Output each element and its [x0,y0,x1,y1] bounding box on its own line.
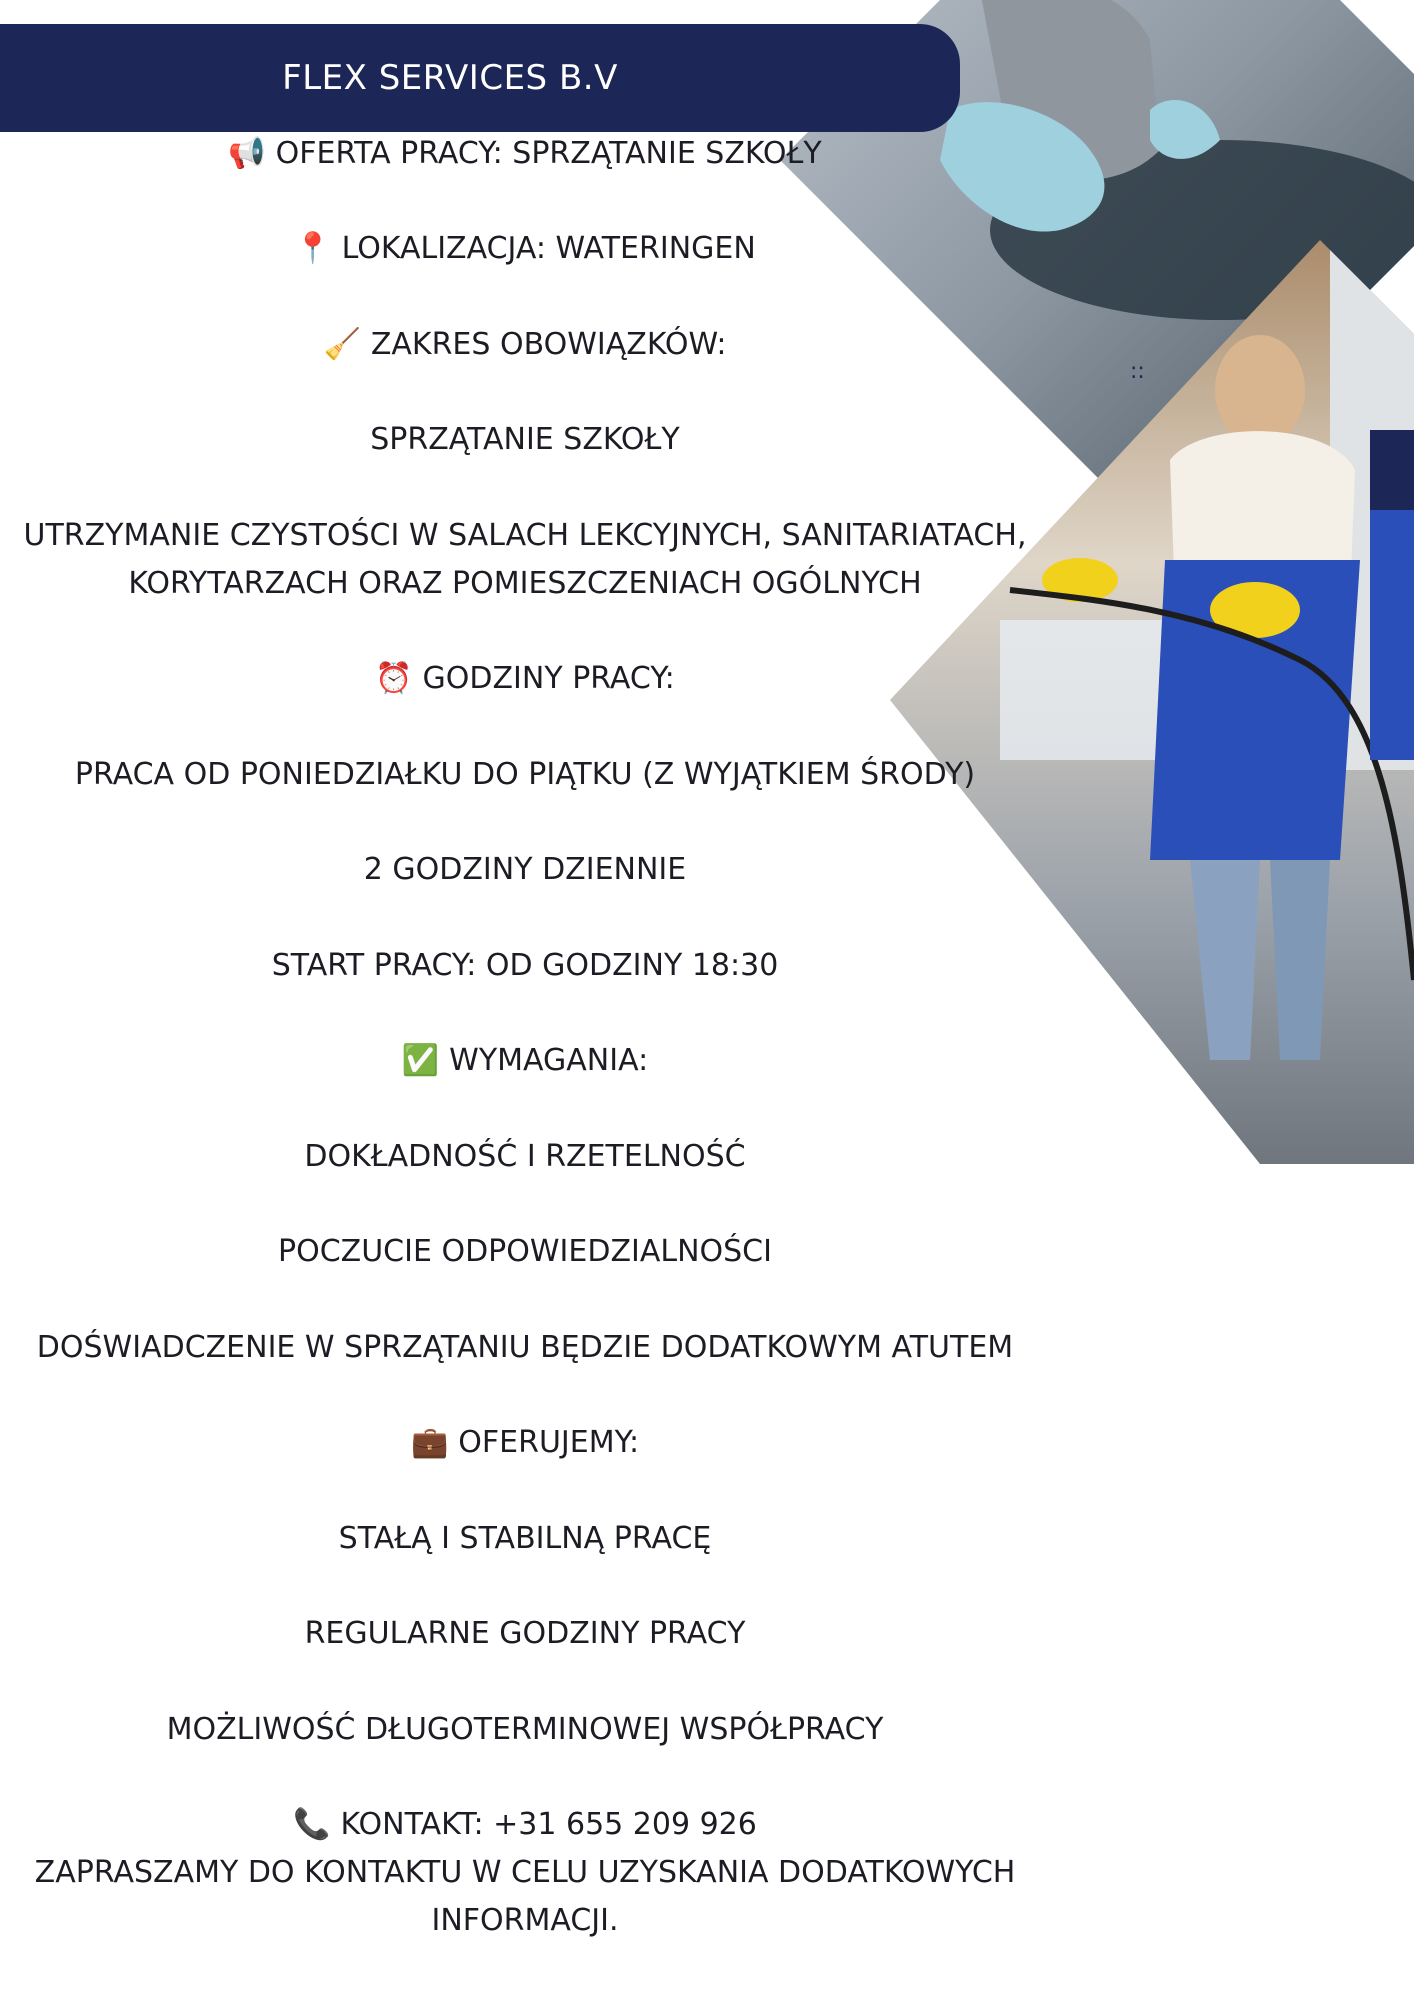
round-pushpin-icon: 📍 [294,231,332,266]
requirements-heading-line [0,1037,1050,1085]
duties-heading: ZAKRES OBOWIĄZKÓW: [370,327,727,362]
requirement-item: POCZUCIE ODPOWIEDZIALNOŚCI [278,1234,772,1269]
duty-item: KORYTARZACH ORAZ POMIESZCZENIACH OGÓLNYCH [128,566,922,601]
requirement-item: DOŚWIADCZENIE W SPRZĄTANIU BĘDZIE DODATKOWYM ATUTEM [36,1330,1014,1365]
duty-item: SPRZĄTANIE SZKOŁY [370,422,680,457]
benefits-heading: OFERUJEMY: [458,1425,640,1460]
requirement-item: DOKŁADNOŚĆ I RZETELNOŚĆ [304,1139,746,1174]
hours-heading-line [0,655,1050,703]
benefits-heading-line [0,1419,1050,1467]
dot-accent: :: [1130,359,1145,384]
check-mark-icon: ✅ [401,1043,440,1078]
brand-name: FLEX SERVICES B.V [282,58,618,98]
contact-note: INFORMACJI. [431,1903,619,1938]
contact-line [0,1801,1050,1849]
contact-phone[interactable]: KONTAKT: +31 655 209 926 [340,1807,757,1842]
benefit-item: MOŻLIWOŚĆ DŁUGOTERMINOWEJ WSPÓŁPRACY [166,1712,884,1747]
telephone-icon: 📞 [293,1807,331,1842]
contact-note: ZAPRASZAMY DO KONTAKTU W CELU UZYSKANIA DODATKOWYCH [34,1855,1016,1890]
location-label: LOKALIZACJA: WATERINGEN [341,231,756,266]
requirements-heading: WYMAGANIA: [449,1043,649,1078]
hours-item: PRACA OD PONIEDZIAŁKU DO PIĄTKU (Z WYJĄTKIEM ŚRODY) [74,757,976,792]
alarm-clock-icon: ⏰ [375,661,413,696]
briefcase-icon: 💼 [410,1425,449,1460]
duties-heading-line [0,321,1050,369]
hours-item: 2 GODZINY DZIENNIE [363,852,687,887]
megaphone-icon: 📢 [228,136,266,171]
offer-title: OFERTA PRACY: SPRZĄTANIE SZKOŁY [275,136,822,171]
offer-line [0,130,1050,178]
duty-item: UTRZYMANIE CZYSTOŚCI W SALACH LEKCYJNYCH, SANITARIATACH, [23,518,1027,553]
location-line [0,225,1050,273]
broom-icon: 🧹 [323,327,361,362]
hours-heading: GODZINY PRACY: [422,661,675,696]
hours-item: START PRACY: OD GODZINY 18:30 [271,948,779,983]
benefit-item: STAŁĄ I STABILNĄ PRACĘ [338,1521,712,1556]
benefit-item: REGULARNE GODZINY PRACY [304,1616,746,1651]
